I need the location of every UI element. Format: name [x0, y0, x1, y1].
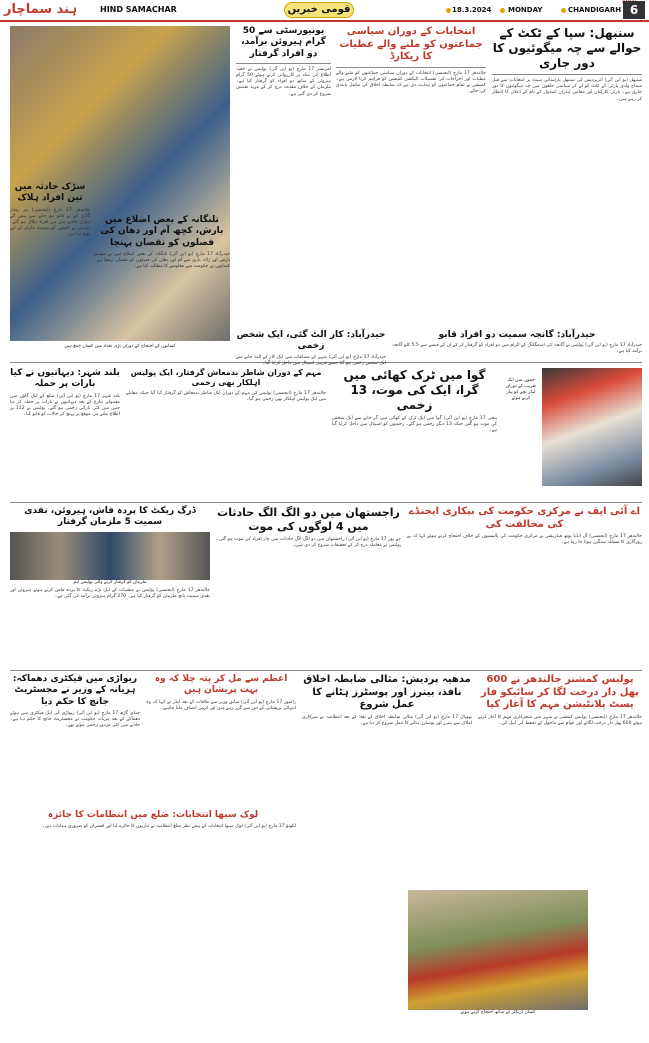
story-telangana — [94, 215, 230, 362]
divider — [10, 670, 642, 671]
story-bulandshahr — [10, 368, 120, 498]
story-body: جالندھر 17 مارچ (ایجنسی) پولیس نے منشیات کے ایک بڑے ریکٹ کا پردہ فاش کرتے ہوئے ہیروئن اور نقدی سمیت پانچ ملزمان کو گرفتار کیا ہے۔ 270 گرام ہیروئن برآمد کی گئی ہے۔ — [10, 587, 210, 599]
story-hyderabad-car — [236, 330, 386, 366]
masthead-name: HIND SAMACHAR — [100, 5, 177, 14]
story-headline: بلند شہر: دیہاتیوں نے کیا بارات پر حملہ — [10, 368, 120, 390]
story-rajasthan — [216, 506, 401, 666]
story-body: سنبھل (یو این آئی) اترپردیش کی سنبھل پارلیمانی سیٹ پر انتخابات سے قبل سماج وادی پارٹی کے ٹکٹ کو لے کر سیاسی حلقوں میں چہ میگوئیوں کا دور جاری ہے۔ پارٹی کارکنان اور مقامی لیڈران امیدوار کے نام کے اعلان کا انتظار کر رہے ہیں۔ — [492, 78, 642, 102]
story-azam — [146, 674, 296, 804]
masthead-logo: ہند سماچار — [4, 2, 78, 17]
story-haryana — [10, 674, 140, 804]
story-body: حیدرآباد 17 مارچ (یو این آئی) تلنگانہ کے بعض اضلاع میں بے موسم بارش اور ژالہ باری سے آم اور دھان کی فصلوں کو نقصان پہنچا ہے۔ کسانوں نے حکومت سے معاوضے کا مطالبہ کیا ہے۔ — [94, 251, 230, 270]
story-body: جالندھر 17 مارچ (ایجنسی) پولیس کمشنر نے شہر میں شجرکاری مہم کا آغاز کرتے ہوئے 600 پھل دار درخت لگائے اور عوام سے ماحول کے تحفظ کی اپیل کی۔ — [478, 714, 642, 726]
leader-photo — [542, 368, 642, 486]
photo-leader-block — [502, 368, 642, 498]
story-road-accident — [10, 182, 90, 362]
photo-caption: ملزمان کو گرفتار کرنے والی پولیس ٹیم — [73, 579, 147, 585]
drug-racket-photo — [10, 532, 210, 580]
divider — [236, 63, 331, 64]
story-punjab-arms — [126, 368, 326, 498]
story-body: جالندھر 17 مارچ (ایجنسی) پولیس کی مہم کے دوران ایک شاطر بدمعاش کو گرفتار کیا گیا جبکہ مقابلے میں ایک پولیس اہلکار بھی زخمی ہو گیا۔ — [126, 391, 326, 403]
story-election-funds — [336, 26, 486, 326]
issue-date: 18.3.2024 — [452, 6, 492, 14]
story-body: چنڈی گڑھ 17 مارچ (یو این آئی) ریواڑی کی ایک فیکٹری میں ہوئے دھماکے کے بعد ہریانہ حکومت نے مجسٹریٹ جانچ کا حکم دیا ہے۔ حادثے میں کئی مزدور زخمی ہوئے تھے۔ — [10, 710, 140, 729]
story-headline: یونیورسٹی سے 50 گرام ہیروئن برآمد، دو افراد گرفتار — [241, 26, 326, 59]
story-headline: اعظم سے مل کر پتہ چلا کہ وہ بہت پریشان ہیں — [154, 674, 288, 696]
story-headline: پولیس کمشنر جالندھر نے 600 پھل دار درخت لگا کر سائیکو فار یسٹ پلانٹیشن مہم کا آغاز کیا — [480, 674, 640, 710]
story-body: حیدرآباد 17 مارچ (یو این آئی) پولیس نے گانجہ کی اسمگلنگ کے الزام میں دو افراد کو گرفتار کر کے ان کے قبضے سے 5.5 کلو گانجہ برآمد کیا ہے۔ — [392, 343, 642, 355]
photo-tractor-block — [408, 890, 588, 1020]
photo-caption: جموں میں ایک تقریب کے دوران لیڈر بچے کو پیار کرتے ہوئے — [505, 378, 537, 401]
story-lok-sabha — [10, 810, 296, 1030]
story-heroin — [236, 26, 331, 326]
divider — [492, 74, 642, 75]
story-headline: اے آئی ایف نے مرکزی حکومت کی بیکاری ایجنڈے کی مخالفت کی — [408, 506, 641, 530]
divider — [10, 502, 642, 503]
photo-caption: کسانوں کے احتجاج کے دوران بڑی تعداد میں کسان جمع ہیں — [64, 344, 176, 349]
story-headline: لوک سبھا انتخابات: ضلع میں انتظامات کا جائزہ — [47, 810, 259, 820]
story-headline: مہم کے دوران شاطر بدمعاش گرفتار، ایک پولیس اہلکار بھی زخمی — [130, 368, 322, 387]
story-body: پنجی 17 مارچ (یو این آئی) گوا میں ایک ٹرک کے کھائی میں گر جانے سے ایک شخص کی موت ہو گئی جبکہ 13 دیگر زخمی ہو گئے۔ زخمیوں کو اسپتال میں داخل کرایا گیا ہے۔ — [332, 416, 498, 434]
section-badge: قومی خبریں — [284, 2, 354, 18]
story-body: بھوپال 17 مارچ (یو این آئی) مثالی ضابطہ اخلاق کے نفاذ کے بعد انتظامیہ نے سرکاری املاک سے بینرز اور پوسٹرز ہٹانے کا عمل شروع کر دیا ہے۔ — [302, 714, 472, 726]
tractor-photo — [408, 890, 588, 1010]
story-drug-racket — [10, 506, 210, 666]
issue-day: MONDAY — [508, 6, 543, 14]
separator-dot-icon — [446, 8, 451, 13]
masthead — [0, 0, 649, 22]
story-body: لکھنؤ 17 مارچ (یو این آئی) لوک سبھا انتخابات کے پیش نظر ضلع انتظامیہ نے تیاریوں کا جائزہ لیا اور افسران کو ضروری ہدایات دیں۔ — [41, 824, 296, 830]
separator-dot-icon — [561, 8, 566, 13]
story-headline: ریواڑی میں فیکٹری دھماکہ: ہریانہ کے وزیر نے مجسٹریٹ جانچ کا حکم دیا — [12, 674, 138, 707]
story-body: جالندھر 17 مارچ (ایجنسی) تیز رفتار گاڑی کے بے قابو ہو جانے سے پیش آئے سڑک حادثے میں تین افراد ہلاک ہو گئے۔ پولیس نے لاشوں کو پوسٹ مارٹم کے لیے بھیج دیا ہے۔ — [10, 207, 91, 238]
story-body: جالندھر 17 مارچ (ایجنسی) آل انڈیا یوتھ فیڈریشن نے مرکزی حکومت کی پالیسیوں کے خلاف احتجاج کرتے ہوئے کہا کہ بے روزگاری کا مسئلہ سنگین ہوتا جا رہا ہے۔ — [407, 534, 642, 546]
page-number: 6 — [623, 1, 645, 19]
story-headline: ڈرگ ریکٹ کا پردہ فاش، ہیروئن، نقدی سمیت 5 ملزمان گرفتار — [24, 506, 196, 528]
story-headline: سڑک حادثہ میں تین افراد ہلاک — [14, 182, 86, 204]
story-body: حیدرآباد 17 مارچ (یو این آئی) شہر کے مضافات میں ایک کار کے الٹ جانے سے ایک شخص زخمی ہو گیا جسے قریبی اسپتال میں داخل کرایا گیا۔ — [236, 354, 386, 366]
story-hyderabad-ganja — [392, 330, 642, 360]
story-body: جالندھر 17 مارچ (ایجنسی) انتخابات کے دوران سیاسی جماعتوں کو ملنے والے عطیات اور اخراجات کی تفصیلات الیکشن کمیشن کو فراہم کرنا لازمی ہے۔ کمیشن نے تمام جماعتوں کو ہدایت دی ہے کہ ضابطہ اخلاق کی مکمل پابندی کی جائے۔ — [336, 70, 486, 95]
story-headline: حیدرآباد: گانجہ سمیت دو افراد قابو — [438, 330, 596, 340]
story-body: بلند شہر 17 مارچ (یو این آئی) ضلع کے ایک گاؤں میں معمولی تنازع کے بعد دیہاتیوں نے بارات پر حملہ کر دیا جس میں کئی باراتی زخمی ہو گئے۔ پولیس نے 112 پر اطلاع ملتے ہی موقع پر پہنچ کر حالات کو قابو کیا۔ — [10, 393, 121, 418]
story-body: رامپور 17 مارچ (یو این آئی) سابق وزیر سے ملاقات کے بعد لیڈر نے کہا کہ وہ انتہائی پریشانی کے دور سے گزر رہے ہیں اور انہیں انصاف ملنا چاہیے۔ — [146, 699, 296, 711]
story-headline: انتخابات کے دوران سیاسی جماعتوں کو ملنے والے عطیات کا ریکارڈ — [339, 26, 483, 62]
divider — [336, 67, 486, 68]
story-sambhal — [492, 26, 642, 326]
story-headline: حیدرآباد: کار الٹ گئی، ایک شخص زخمی — [236, 330, 386, 352]
story-headline: گوا میں ٹرک کھائی میں گرا، ایک کی موت، 13 زخمی — [343, 368, 486, 412]
separator-dot-icon — [500, 8, 505, 13]
story-headline: تلنگانہ کے بعض اضلاع میں بارش، کچھ آم اور دھان کی فصلوں کو نقصان پہنچا — [100, 215, 224, 248]
story-aap-protest — [407, 506, 642, 666]
story-body: امرتسر 17 مارچ (یو این آئی) پولیس نے خفیہ اطلاع کی بنیاد پر کارروائی کرتے ہوئے 50 گرام ہیروئن کے ساتھ دو افراد کو گرفتار کیا ہے۔ ملزمان کے خلاف مقدمہ درج کر کے مزید تفتیش شروع کر دی گئی ہے۔ — [236, 66, 331, 97]
story-headline: مدھیہ پردیش: مثالی ضابطہ اخلاق نافذ، بینرز اور پوسٹرز ہٹانے کا عمل شروع — [303, 674, 471, 710]
story-headline: سنبھل: سپا کے ٹکٹ کے حوالے سے چہ میگوئیوں کا دور جاری — [492, 26, 642, 70]
issue-city: CHANDIGARH — [568, 6, 622, 14]
story-headline: راجستھان میں دو الگ الگ حادثات میں 4 لوگوں کی موت — [217, 506, 400, 533]
story-goa-truck — [332, 368, 497, 498]
photo-caption: کسان ٹریکٹر کے ساتھ احتجاج کرتے ہوئے — [460, 1010, 536, 1015]
story-body: جے پور 17 مارچ (یو این آئی) راجستھان میں دو الگ الگ حادثات میں چار افراد کی موت ہو گئی۔ پولیس نے معاملہ درج کر کے تحقیقات شروع کر دی ہیں۔ — [216, 536, 401, 548]
